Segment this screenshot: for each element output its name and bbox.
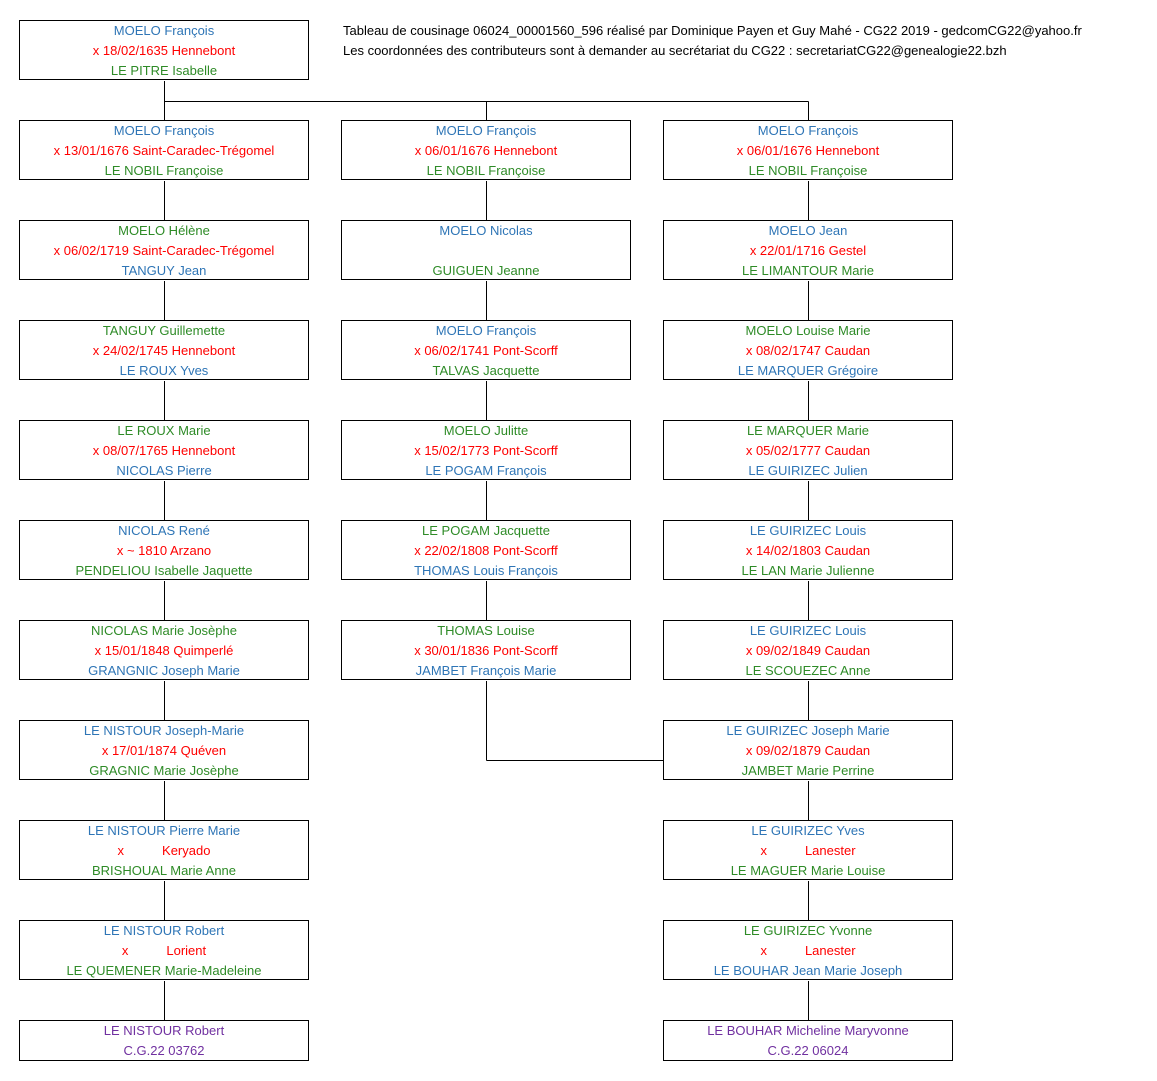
spouse-name: LE BOUHAR Jean Marie Joseph: [713, 963, 903, 978]
marriage-info: x 06/01/1676 Hennebont: [414, 143, 558, 158]
marriage-info: x 09/02/1879 Caudan: [745, 743, 871, 758]
right-descendant-box: [663, 1020, 953, 1061]
person-name: LE GUIRIZEC Louis: [749, 523, 867, 538]
person-name: MOELO Hélène: [118, 223, 210, 238]
person-name: LE GUIRIZEC Joseph Marie: [726, 723, 890, 738]
spouse-name: LE GUIRIZEC Julien: [748, 463, 868, 478]
left-gen-2-box: [19, 220, 309, 280]
spouse-name: LE MARQUER Grégoire: [737, 363, 879, 378]
left-gen-4-box: [19, 420, 309, 480]
marriage-place: Lanester: [804, 843, 856, 858]
right-gen-6-box: [663, 620, 953, 680]
marriage-info: x 08/07/1765 Hennebont: [92, 443, 236, 458]
spouse-name: NICOLAS Pierre: [116, 463, 212, 478]
right-gen-7-box: [663, 720, 953, 780]
marriage-info: x 08/02/1747 Caudan: [745, 343, 871, 358]
spouse-name: LE QUEMENER Marie-Madeleine: [66, 963, 262, 978]
spouse-name: TALVAS Jacquette: [432, 363, 540, 378]
person-name: MOELO François: [113, 123, 215, 138]
right-gen-1-box: [663, 120, 953, 180]
spouse-name: TANGUY Jean: [121, 263, 207, 278]
middle-gen-4-box: [341, 420, 631, 480]
left-gen-5-box: [19, 520, 309, 580]
middle-gen-6-box: [341, 620, 631, 680]
marriage-info: [20, 941, 308, 961]
person-name: THOMAS Louise: [437, 623, 535, 638]
root-couple-box: [19, 20, 309, 80]
spouse-name: LE MAGUER Marie Louise: [730, 863, 886, 878]
marriage-info: x ~ 1810 Arzano: [116, 543, 212, 558]
right-gen-4-box: [663, 420, 953, 480]
member-code: C.G.22 06024: [767, 1043, 849, 1058]
spouse-name: PENDELIOU Isabelle Jaquette: [75, 563, 253, 578]
person-name: MOELO Julitte: [443, 423, 529, 438]
marriage-place: Lorient: [166, 943, 207, 958]
spouse-name: LE PITRE Isabelle: [110, 63, 218, 78]
person-name: MOELO François: [435, 323, 537, 338]
person-name: MOELO Nicolas: [439, 223, 533, 238]
spouse-name: LE NOBIL Françoise: [748, 163, 868, 178]
middle-gen-2-box: [341, 220, 631, 280]
person-name: LE MARQUER Marie: [746, 423, 870, 438]
marriage-info: x 06/02/1741 Pont-Scorff: [414, 343, 558, 358]
spouse-name: JAMBET François Marie: [415, 663, 557, 678]
left-gen-9-box: [19, 920, 309, 980]
right-gen-2-box: [663, 220, 953, 280]
spouse-name: GRAGNIC Marie Josèphe: [89, 763, 239, 778]
marriage-info: [342, 241, 630, 261]
marriage-info: x 15/02/1773 Pont-Scorff: [414, 443, 558, 458]
marriage-symbol: x: [121, 943, 129, 958]
person-name: LE GUIRIZEC Yves: [751, 823, 865, 838]
spouse-name: JAMBET Marie Perrine: [741, 763, 875, 778]
person-name: LE NISTOUR Robert: [103, 1023, 225, 1038]
person-name: MOELO François: [757, 123, 859, 138]
marriage-place: Keryado: [162, 843, 211, 858]
spouse-name: LE LIMANTOUR Marie: [742, 263, 874, 278]
marriage-info: x 30/01/1836 Pont-Scorff: [414, 643, 558, 658]
middle-gen-5-box: [341, 520, 631, 580]
person-name: LE NISTOUR Pierre Marie: [87, 823, 241, 838]
spouse-name: GRANGNIC Joseph Marie: [88, 663, 240, 678]
marriage-info: x 17/01/1874 Quéven: [101, 743, 227, 758]
header-line-2: Les coordonnées des contributeurs sont à demander au secrétariat du CG22 : secretariatCG22@genealogie22.bzh: [343, 43, 1007, 58]
person-name: LE GUIRIZEC Yvonne: [743, 923, 873, 938]
spouse-name: LE NOBIL Françoise: [104, 163, 224, 178]
person-name: MOELO Jean: [768, 223, 848, 238]
marriage-info: x 09/02/1849 Caudan: [745, 643, 871, 658]
marriage-info: x 05/02/1777 Caudan: [745, 443, 871, 458]
spouse-name: THOMAS Louis François: [414, 563, 558, 578]
person-name: NICOLAS René: [118, 523, 210, 538]
person-name: LE GUIRIZEC Louis: [749, 623, 867, 638]
marriage-info: [664, 841, 952, 861]
left-gen-1-box: [19, 120, 309, 180]
left-gen-8-box: [19, 820, 309, 880]
right-gen-8-box: [663, 820, 953, 880]
marriage-symbol: x: [760, 943, 767, 958]
member-code: C.G.22 03762: [123, 1043, 205, 1058]
person-name: LE NISTOUR Robert: [103, 923, 225, 938]
middle-gen-3-box: [341, 320, 631, 380]
person-name: LE BOUHAR Micheline Maryvonne: [707, 1023, 909, 1038]
marriage-info: [20, 841, 308, 861]
left-descendant-box: [19, 1020, 309, 1061]
marriage-info: x 15/01/1848 Quimperlé: [94, 643, 234, 658]
spouse-name: LE ROUX Yves: [119, 363, 209, 378]
right-gen-9-box: [663, 920, 953, 980]
person-name: LE POGAM Jacquette: [422, 523, 550, 538]
right-gen-5-box: [663, 520, 953, 580]
marriage-info: x 22/01/1716 Gestel: [749, 243, 867, 258]
marriage-symbol: x: [760, 843, 767, 858]
spouse-name: BRISHOUAL Marie Anne: [91, 863, 237, 878]
marriage-info: x 13/01/1676 Saint-Caradec-Trégomel: [53, 143, 275, 158]
spouse-name: GUIGUEN Jeanne: [432, 263, 540, 278]
marriage-symbol: x: [117, 843, 125, 858]
person-name: MOELO François: [113, 23, 215, 38]
middle-gen-1-box: [341, 120, 631, 180]
marriage-info: x 06/01/1676 Hennebont: [736, 143, 880, 158]
marriage-info: x 14/02/1803 Caudan: [745, 543, 871, 558]
person-name: LE ROUX Marie: [117, 423, 211, 438]
left-gen-6-box: [19, 620, 309, 680]
person-name: MOELO Louise Marie: [745, 323, 871, 338]
spouse-name: LE POGAM François: [425, 463, 547, 478]
marriage-info: x 22/02/1808 Pont-Scorff: [414, 543, 558, 558]
header-line-1: Tableau de cousinage 06024_00001560_596 réalisé par Dominique Payen et Guy Mahé - CG22 2019 - gedcomCG22@yahoo.fr: [343, 23, 1082, 38]
marriage-place: Lanester: [804, 943, 856, 958]
header-text: [343, 21, 1082, 61]
marriage-info: [664, 941, 952, 961]
marriage-info: x 18/02/1635 Hennebont: [92, 43, 236, 58]
right-gen-3-box: [663, 320, 953, 380]
marriage-info: x 24/02/1745 Hennebont: [92, 343, 236, 358]
spouse-name: LE NOBIL Françoise: [426, 163, 546, 178]
person-name: NICOLAS Marie Josèphe: [91, 623, 237, 638]
spouse-name: LE LAN Marie Julienne: [741, 563, 875, 578]
person-name: LE NISTOUR Joseph-Marie: [83, 723, 245, 738]
person-name: MOELO François: [435, 123, 537, 138]
spouse-name: LE SCOUEZEC Anne: [745, 663, 871, 678]
left-gen-3-box: [19, 320, 309, 380]
left-gen-7-box: [19, 720, 309, 780]
marriage-info: x 06/02/1719 Saint-Caradec-Trégomel: [53, 243, 275, 258]
person-name: TANGUY Guillemette: [102, 323, 226, 338]
